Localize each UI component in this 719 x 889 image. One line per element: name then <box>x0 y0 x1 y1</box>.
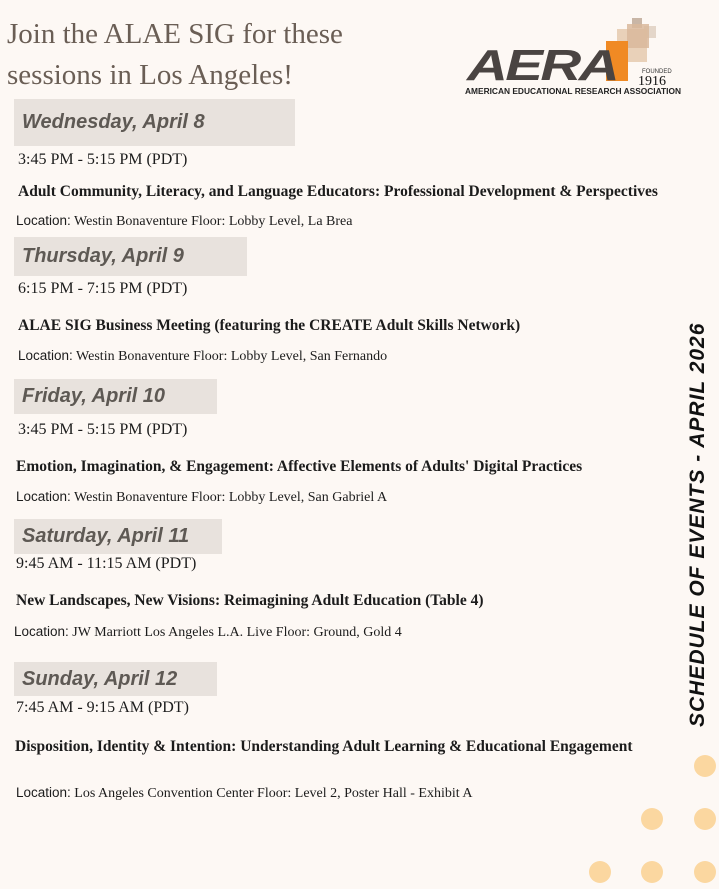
event-location <box>16 489 387 506</box>
decorative-dot <box>694 755 716 777</box>
decorative-dot <box>641 808 663 830</box>
session-title: Emotion, Imagination, & Engagement: Affective Elements of Adults' Digital Practices <box>16 458 583 475</box>
event-time: 6:15 PM - 7:15 PM (PDT) <box>18 280 188 297</box>
event-time: 3:45 PM - 5:15 PM (PDT) <box>18 151 188 168</box>
day-heading: Saturday, April 11 <box>14 519 222 554</box>
page-title-line-1: Join the ALAE SIG for these <box>7 18 343 50</box>
session-title: Adult Community, Literacy, and Language Educators: Professional Development & Perspectives <box>18 183 658 200</box>
location-label: Location: <box>18 348 73 363</box>
location-value: Westin Bonaventure Floor: Lobby Level, San Gabriel A <box>74 490 388 505</box>
event-time: 3:45 PM - 5:15 PM (PDT) <box>18 421 188 438</box>
day-heading: Thursday, April 9 <box>14 237 247 276</box>
event-location <box>14 624 402 641</box>
page-title <box>7 14 427 96</box>
session-title: Disposition, Identity & Intention: Understanding Adult Learning & Educational Engagement <box>15 738 633 755</box>
logo-square-tan <box>627 24 649 48</box>
event-time: 9:45 AM - 11:15 AM (PDT) <box>16 555 197 572</box>
decorative-dot <box>694 808 716 830</box>
location-value: Westin Bonaventure Floor: Lobby Level, San Fernando <box>76 349 388 364</box>
day-heading: Friday, April 10 <box>14 379 217 414</box>
location-label: Location: <box>16 213 71 228</box>
side-banner: SCHEDULE OF EVENTS - APRIL 2026 <box>686 322 709 727</box>
event-location <box>18 348 387 365</box>
day-heading: Wednesday, April 8 <box>14 99 295 146</box>
session-title: ALAE SIG Business Meeting (featuring the CREATE Adult Skills Network) <box>18 317 521 334</box>
event-location <box>16 785 472 802</box>
decorative-dot <box>641 861 663 883</box>
decorative-dot <box>589 861 611 883</box>
logo-wordmark: AERA <box>465 41 617 90</box>
event-location <box>16 213 352 230</box>
day-heading: Sunday, April 12 <box>14 662 217 696</box>
location-value: Westin Bonaventure Floor: Lobby Level, La Brea <box>74 214 353 229</box>
location-label: Location: <box>16 785 71 800</box>
location-label: Location: <box>16 489 71 504</box>
logo-org-name: AMERICAN EDUCATIONAL RESEARCH ASSOCIATION <box>465 87 682 96</box>
location-value: JW Marriott Los Angeles L.A. Live Floor: Ground, Gold 4 <box>72 625 402 640</box>
location-label: Location: <box>14 624 69 639</box>
aera-logo <box>462 18 698 98</box>
logo-founded-label: FOUNDED <box>642 69 672 75</box>
location-value: Los Angeles Convention Center Floor: Level 2, Poster Hall - Exhibit A <box>74 786 473 801</box>
session-title: New Landscapes, New Visions: Reimagining Adult Education (Table 4) <box>16 592 484 609</box>
logo-founded-year: 1916 <box>638 74 666 89</box>
decorative-dot <box>694 861 716 883</box>
event-time: 7:45 AM - 9:15 AM (PDT) <box>16 699 189 716</box>
page-title-line-2: sessions in Los Angeles! <box>7 59 293 91</box>
